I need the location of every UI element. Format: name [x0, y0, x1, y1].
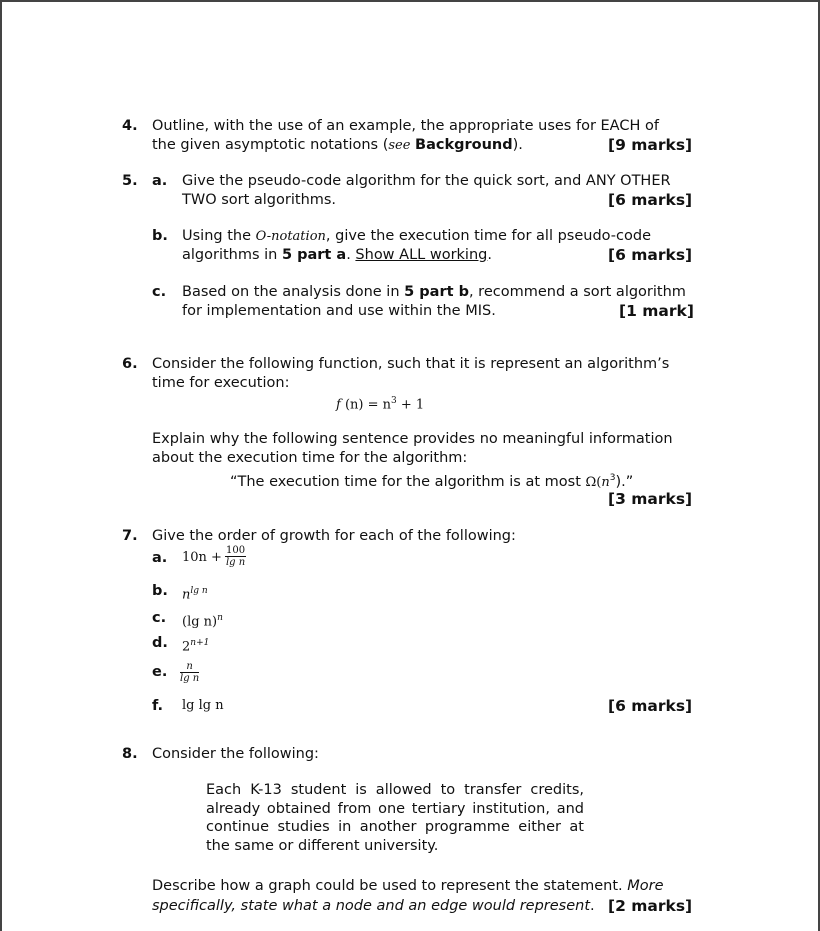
q5a-marks: [6 marks]	[608, 191, 693, 209]
q7b-expr: $n^{lg n}$	[182, 586, 208, 603]
q8-number: 8.	[122, 746, 138, 762]
q7e-numerator: n	[180, 661, 199, 673]
q7e-label: e.	[152, 664, 168, 680]
q7a-fraction	[225, 545, 246, 568]
q7c-expr: (lg n)$^n$	[182, 613, 223, 630]
q8-marks: [2 marks]	[608, 897, 693, 915]
q7a-numerator: 100	[226, 545, 246, 556]
q7f-expr: lg lg n	[182, 698, 224, 713]
q8-desc2: specifically, state what a node and an edge would represent.	[152, 898, 595, 914]
q8-statement: Each K-13 student is allowed to transfer credits, already obtained from one tertiary institution, and continue studies in another programme either at the same or different university.	[206, 782, 584, 854]
q6-line1: Consider the following function, such that it is represent an algorithm’s	[152, 356, 670, 372]
q5b-line2: algorithms in 5 part a. Show ALL working.	[182, 247, 492, 263]
q7-number: 7.	[122, 528, 138, 544]
q5c-line1: Based on the analysis done in 5 part b, recommend a sort algorithm	[182, 284, 686, 300]
q5a-line1: Give the pseudo-code algorithm for the quick sort, and ANY OTHER	[182, 173, 671, 189]
q5a-label: a.	[152, 173, 168, 189]
q7a-expr: 10n +	[182, 550, 222, 565]
q5a-line2: TWO sort algorithms.	[182, 192, 337, 208]
q7e-fraction	[180, 661, 199, 684]
q7b-label: b.	[152, 583, 168, 599]
q6-formula: f $(n) = n^3 + 1$	[336, 396, 425, 413]
q7a-label: a.	[152, 550, 168, 566]
q6-explain2: about the execution time for the algorithm:	[152, 450, 468, 466]
q7c-label: c.	[152, 610, 167, 626]
q4-line1: Outline, with the use of an example, the appropriate uses for EACH of	[152, 118, 659, 134]
q8-desc1: Describe how a graph could be used to represent the statement. More	[152, 878, 664, 894]
q7e-denominator: lg n	[180, 673, 200, 684]
q7-line1: Give the order of growth for each of the following:	[152, 528, 516, 544]
q6-number: 6.	[122, 356, 138, 372]
q7f-label: f.	[152, 698, 164, 714]
q6-line2: time for execution:	[152, 375, 290, 391]
q6-quote: “The execution time for the algorithm is at most $\Omega(n^3)$.”	[230, 473, 634, 490]
q7-marks: [6 marks]	[608, 697, 693, 715]
q5b-label: b.	[152, 228, 168, 244]
q5c-line2: for implementation and use within the MIS.	[182, 303, 496, 319]
q5b-marks: [6 marks]	[608, 246, 693, 264]
q4-marks: [9 marks]	[608, 136, 693, 154]
q8-line1: Consider the following:	[152, 746, 319, 762]
q5-number: 5.	[122, 173, 138, 189]
q5b-line1: Using the O-notation, give the execution time for all pseudo-code	[182, 228, 652, 244]
q6-marks: [3 marks]	[608, 490, 693, 508]
q4-number: 4.	[122, 118, 138, 134]
q7a-denominator: lg n	[225, 557, 246, 568]
q7d-expr: $2^{n+1}$	[182, 638, 210, 655]
q4-line2: the given asymptotic notations (see Background).	[152, 137, 523, 153]
q5c-label: c.	[152, 284, 167, 300]
q7d-label: d.	[152, 635, 168, 651]
q6-explain1: Explain why the following sentence provides no meaningful information	[152, 431, 673, 447]
q5c-marks: [1 mark]	[619, 302, 694, 320]
